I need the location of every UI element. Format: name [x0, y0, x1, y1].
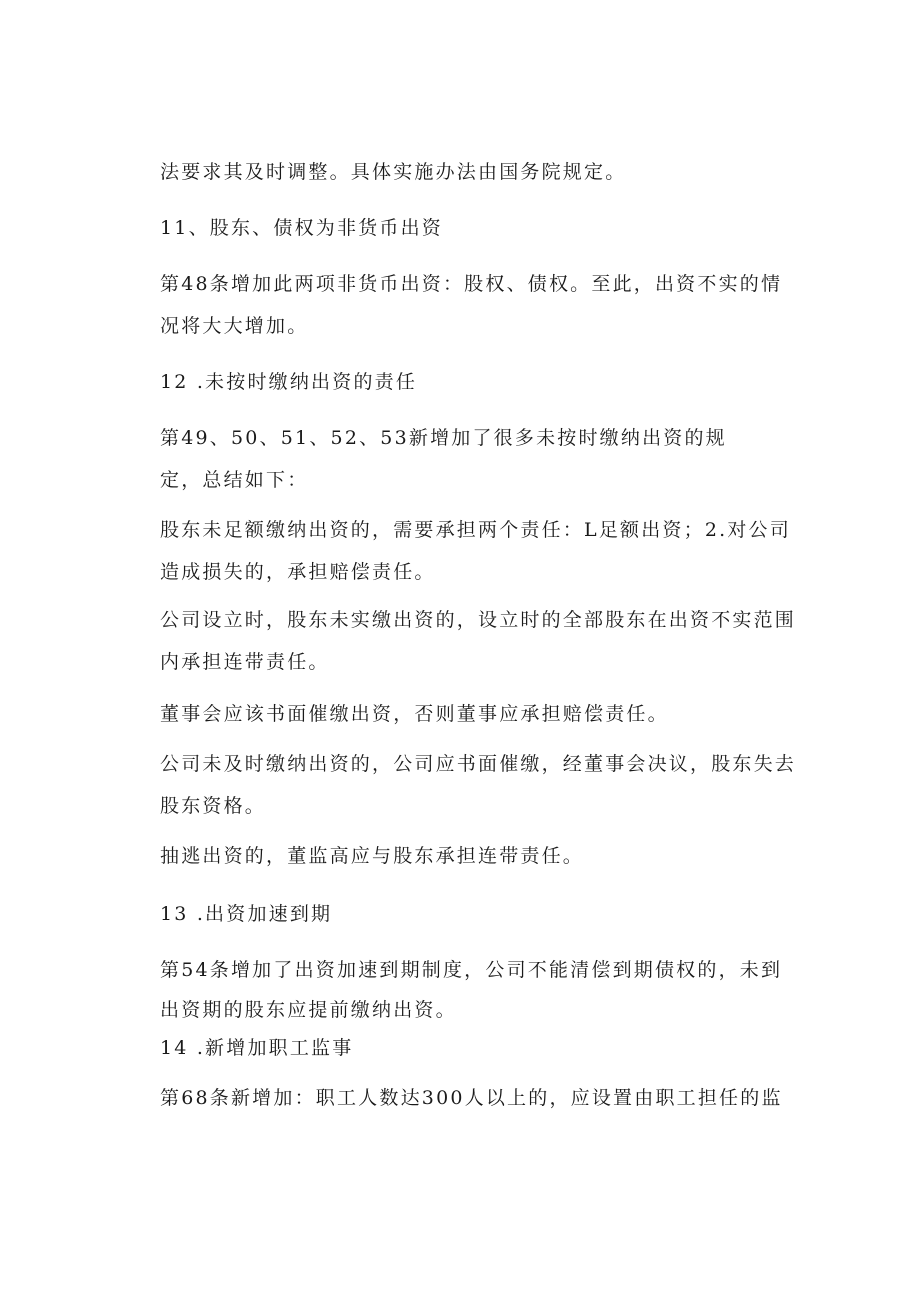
- paragraph-line: 定，总结如下：: [160, 469, 309, 491]
- paragraph-line: 造成损失的，承担赔偿责任。: [160, 561, 436, 583]
- paragraph-line: 况将大大增加。: [160, 315, 309, 337]
- paragraph-line: 公司未及时缴纳出资的，公司应书面催缴，经董事会决议，股东失去: [160, 753, 797, 775]
- paragraph-line: 法要求其及时调整。具体实施办法由国务院规定。: [160, 161, 627, 183]
- paragraph-line: 第54条增加了出资加速到期制度，公司不能清偿到期债权的，未到: [160, 959, 783, 981]
- section-heading-11: 11、股东、债权为非货币出资: [160, 217, 443, 239]
- paragraph-line: 出资期的股东应提前缴纳出资。: [160, 999, 457, 1021]
- section-heading-14: 14 .新增加职工监事: [160, 1037, 354, 1059]
- section-heading-13: 13 .出资加速到期: [160, 903, 333, 925]
- paragraph-line: 公司设立时，股东未实缴出资的，设立时的全部股东在出资不实范围: [160, 609, 797, 631]
- paragraph-line: 董事会应该书面催缴出资，否则董事应承担赔偿责任。: [160, 703, 669, 725]
- paragraph-line: 第49、50、51、52、53新增加了很多未按时缴纳出资的规: [160, 427, 727, 449]
- paragraph-line: 股东资格。: [160, 795, 267, 817]
- paragraph-line: 抽逃出资的，董监高应与股东承担连带责任。: [160, 845, 585, 867]
- section-heading-12: 12 .未按时缴纳出资的责任: [160, 371, 418, 393]
- paragraph-line: 第48条增加此两项非货币出资：股权、债权。至此，出资不实的情: [160, 273, 783, 295]
- paragraph-line: 内承担连带责任。: [160, 651, 330, 673]
- paragraph-line: 股东未足额缴纳出资的，需要承担两个责任：L足额出资；2.对公司: [160, 519, 791, 541]
- paragraph-line: 第68条新增加：职工人数达300人以上的，应设置由职工担任的监: [160, 1087, 783, 1109]
